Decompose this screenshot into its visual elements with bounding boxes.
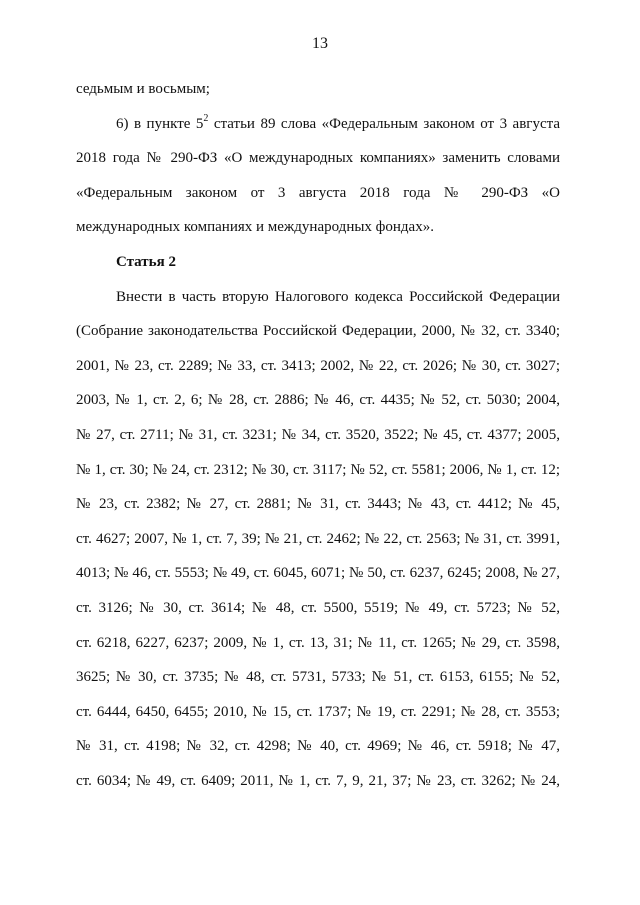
superscript: 2 bbox=[203, 112, 209, 124]
text-line: ст. 3126; № 30, ст. 3614; № 48, ст. 5500, 5519; № 49, ст. 5723; № 52, bbox=[76, 599, 560, 616]
page-number: 13 bbox=[312, 35, 328, 52]
text-line: седьмым и восьмым; bbox=[76, 81, 210, 97]
article-heading: Статья 2 bbox=[116, 253, 176, 270]
text-line: ст. 4627; 2007, № 1, ст. 7, 39; № 21, ст. 2462; № 22, ст. 2563; № 31, ст. 3991, bbox=[76, 530, 560, 547]
text-fragment: 6) в пункте 5 bbox=[116, 115, 204, 132]
text-line: Внести в часть вторую Налогового кодекса Российской Федерации bbox=[116, 288, 560, 305]
text-line: ст. 6218, 6227, 6237; 2009, № 1, ст. 13, 31; № 11, ст. 1265; № 29, ст. 3598, bbox=[76, 634, 560, 651]
text-line: «Федеральным законом от 3 августа 2018 года № 290-ФЗ «О bbox=[76, 184, 560, 201]
text-line: 2003, № 1, ст. 2, 6; № 28, ст. 2886; № 46, ст. 4435; № 52, ст. 5030; 2004, bbox=[76, 392, 560, 409]
document-body bbox=[76, 72, 560, 798]
text-line: 2001, № 23, ст. 2289; № 33, ст. 3413; 2002, № 22, ст. 2026; № 30, ст. 3027; bbox=[76, 357, 560, 374]
text-line: № 31, ст. 4198; № 32, ст. 4298; № 40, ст. 4969; № 46, ст. 5918; № 47, bbox=[76, 738, 560, 755]
text-line: № 27, ст. 2711; № 31, ст. 3231; № 34, ст. 3520, 3522; № 45, ст. 4377; 2005, bbox=[76, 426, 560, 443]
text-line: международных компаниях и международных фондах». bbox=[76, 219, 434, 236]
text-line: ст. 6034; № 49, ст. 6409; 2011, № 1, ст. 7, 9, 21, 37; № 23, ст. 3262; № 24, bbox=[76, 772, 560, 789]
text-line: (Собрание законодательства Российской Федерации, 2000, № 32, ст. 3340; bbox=[76, 323, 560, 340]
text-line: № 1, ст. 30; № 24, ст. 2312; № 30, ст. 3117; № 52, ст. 5581; 2006, № 1, ст. 12; bbox=[76, 461, 560, 478]
text-line: ст. 6444, 6450, 6455; 2010, № 15, ст. 1737; № 19, ст. 2291; № 28, ст. 3553; bbox=[76, 703, 560, 720]
text-line: 2018 года № 290-ФЗ «О международных компаниях» заменить словами bbox=[76, 150, 560, 167]
text-line: № 23, ст. 2382; № 27, ст. 2881; № 31, ст. 3443; № 43, ст. 4412; № 45, bbox=[76, 496, 560, 513]
text-line bbox=[76, 107, 560, 142]
text-fragment: статьи 89 слова «Федеральным законом от 3 августа bbox=[208, 115, 560, 132]
text-line: 3625; № 30, ст. 3735; № 48, ст. 5731, 5733; № 51, ст. 6153, 6155; № 52, bbox=[76, 669, 560, 686]
text-line: 4013; № 46, ст. 5553; № 49, ст. 6045, 6071; № 50, ст. 6237, 6245; 2008, № 27, bbox=[76, 565, 560, 582]
